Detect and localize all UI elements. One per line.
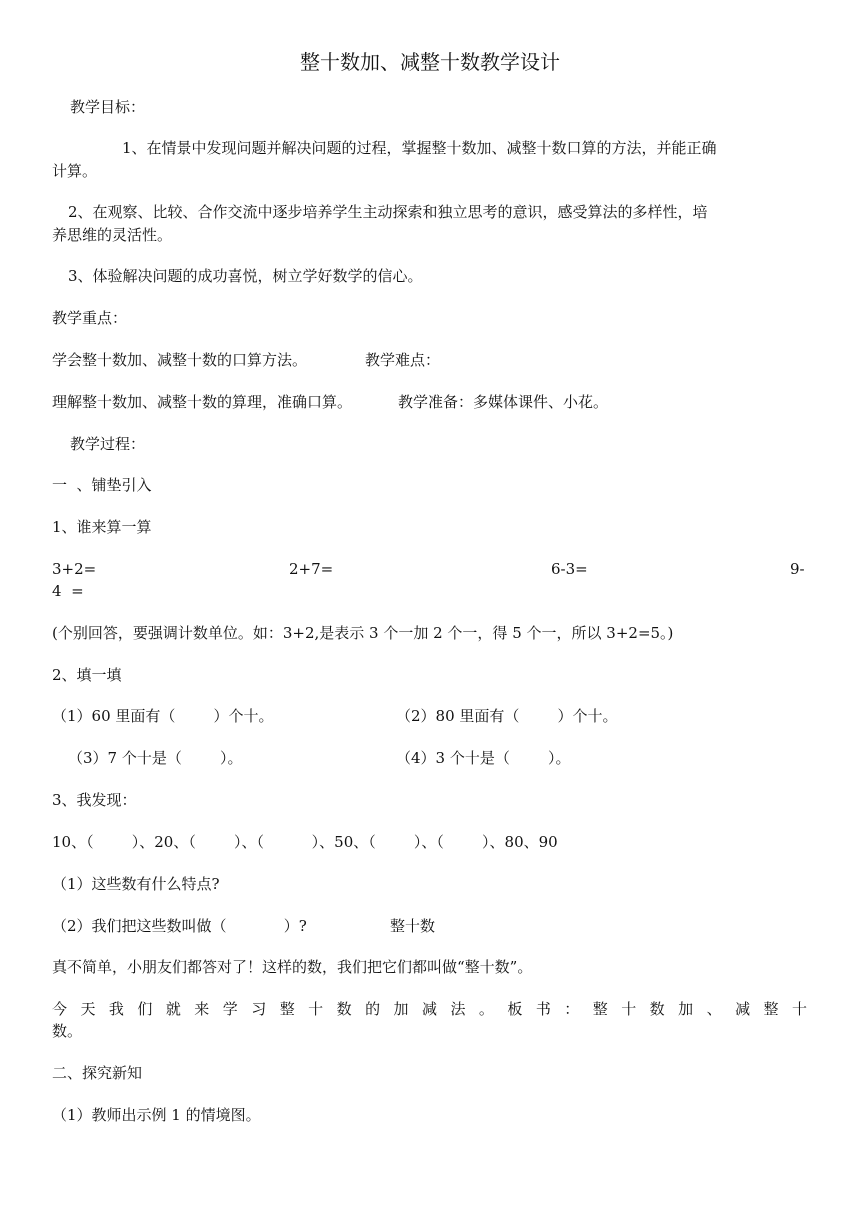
item-1-heading: 1、谁来算一算 bbox=[52, 518, 152, 536]
document-title: 整十数加、减整十数教学设计 bbox=[300, 50, 560, 74]
fill-blank-2: （2）80 里面有（ ）个十。 bbox=[396, 707, 618, 725]
objective-1-line-2: 计算。 bbox=[52, 162, 98, 180]
item-2-heading: 2、填一填 bbox=[52, 666, 122, 684]
item-3-heading: 3、我发现： bbox=[52, 791, 137, 809]
process-heading: 教学过程： bbox=[70, 435, 146, 453]
objectives-heading: 教学目标： bbox=[70, 98, 146, 116]
key-point-heading: 教学重点： bbox=[52, 309, 128, 327]
difficulty: 理解整十数加、减整十数的算理，准确口算。 bbox=[52, 393, 353, 411]
today-text-line-2: 数。 bbox=[52, 1022, 83, 1040]
praise-text: 真不简单，小朋友们都答对了！这样的数，我们把它们都叫做“整十数”。 bbox=[52, 958, 533, 976]
objective-1-line-1: 1、在情景中发现问题并解决问题的过程，掌握整十数加、减整十数口算的方法，并能正确 bbox=[122, 139, 717, 157]
fill-blank-4: （4）3 个十是（ ）。 bbox=[396, 749, 571, 767]
objective-2-line-1: 2、在观察、比较、合作交流中逐步培养学生主动探索和独立思考的意识，感受算法的多样性，培 bbox=[68, 203, 708, 221]
question-1: （1）这些数有什么特点? bbox=[52, 875, 220, 893]
calc-4-part-2: 4 = bbox=[52, 582, 84, 600]
question-2: （2）我们把这些数叫做（ ）? bbox=[52, 917, 307, 935]
question-2-answer: 整十数 bbox=[390, 917, 436, 935]
calc-1: 3+2= bbox=[52, 560, 97, 578]
calc-3: 6-3= bbox=[551, 560, 588, 578]
fill-blank-1: （1）60 里面有（ ）个十。 bbox=[52, 707, 274, 725]
preparation: 教学准备：多媒体课件、小花。 bbox=[398, 393, 609, 411]
fill-blank-3: （3）7 个十是（ ）。 bbox=[68, 749, 243, 767]
section-1-heading: 一 、铺垫引入 bbox=[52, 476, 152, 494]
calc-4-part-1: 9- bbox=[790, 560, 805, 578]
difficulty-heading: 教学难点： bbox=[365, 351, 441, 369]
calc-note: (个别回答，要强调计数单位。如：3+2,是表示 3 个一加 2 个一，得 5 个一，所以 3+2=5。) bbox=[52, 624, 674, 642]
key-point: 学会整十数加、减整十数的口算方法。 bbox=[52, 351, 308, 369]
explore-item-1: （1）教师出示例 1 的情境图。 bbox=[52, 1106, 261, 1124]
today-text-line-1: 今天我们就来学习整十数的加减法。板书：整十数加、减整十 bbox=[52, 1000, 807, 1018]
number-sequence: 10、（ ）、20、（ ）、（ ）、50、（ ）、（ ）、80、90 bbox=[52, 833, 558, 851]
calc-2: 2+7= bbox=[289, 560, 334, 578]
section-2-heading: 二、探究新知 bbox=[52, 1064, 143, 1082]
objective-2-line-2: 养思维的灵活性。 bbox=[52, 226, 173, 244]
objective-3: 3、体验解决问题的成功喜悦，树立学好数学的信心。 bbox=[68, 267, 423, 285]
